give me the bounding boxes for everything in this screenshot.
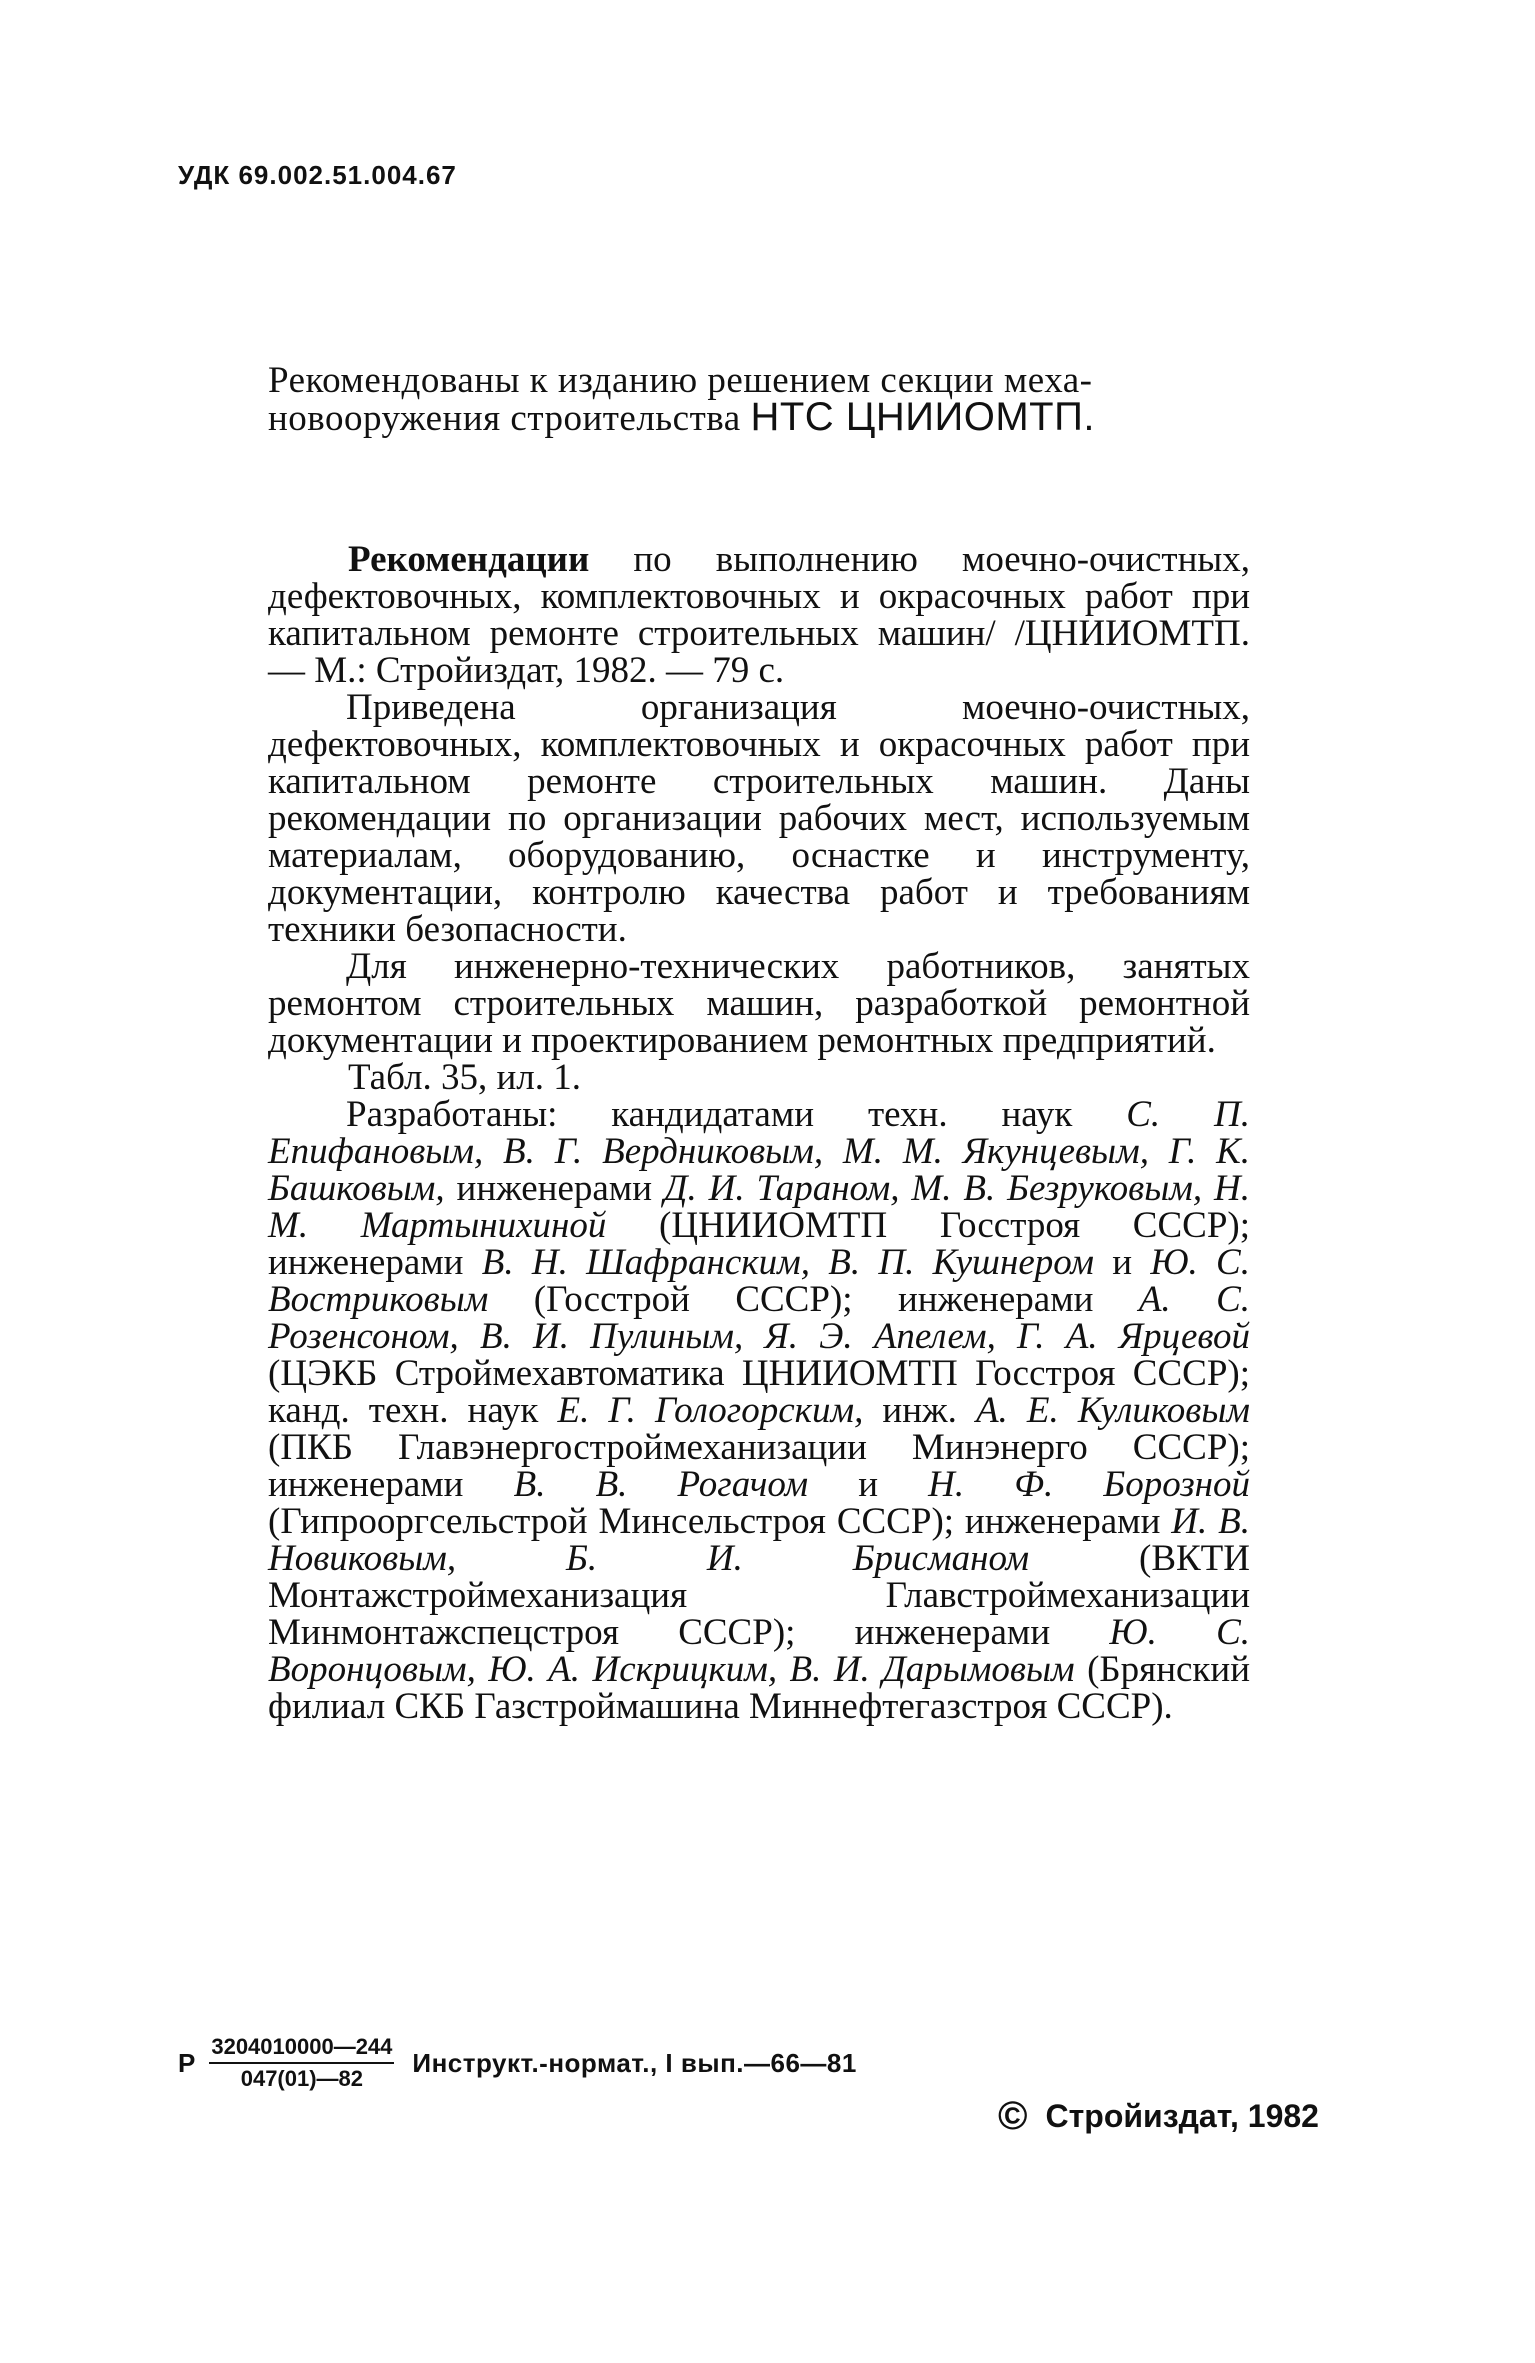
book-title: Рекомендации [348, 539, 590, 580]
authors-text: (ВКТИ Монтажстроймеханизация Главстроймеханизации Минмонтажспецстроя СССР); инженерами [268, 1538, 1250, 1653]
copyright-text: Стройиздат, 1982 [1045, 2097, 1319, 2134]
recommendation-line-2 [268, 395, 1250, 439]
author-names: И. В. Новиковым, Б. И. Брисманом [268, 1501, 1250, 1579]
authors-text: инж. [863, 1390, 976, 1431]
author-names: В. В. Рогачом [513, 1464, 809, 1505]
publication-code [178, 2034, 857, 2092]
recommendation-line-1: Рекомендованы к изданию решением секции меха- [268, 360, 1093, 401]
author-names: Н. Ф. Борозной [928, 1464, 1250, 1505]
author-names: В. Н. Шафранским, В. П. Кушнером [481, 1242, 1094, 1283]
authors-text: (Гипрооргсельстрой Минсельстроя СССР); инженерами [268, 1501, 1172, 1542]
author-names: С. П. Епифановым, В. Г. Вердниковым, М. М. Якунцевым, Г. К. Башковым, [268, 1094, 1250, 1209]
author-names: А. С. Розенсоном, В. И. Пулиным, Я. Э. Апелем, Г. А. Ярцевой [268, 1279, 1250, 1357]
tables-note: Табл. 35, ил. 1. [348, 1057, 581, 1098]
udk-code: УДК 69.002.51.004.67 [178, 160, 457, 190]
authors-text: (ПКБ Главэнергостроймеханизации Минэнерго СССР); инженерами [268, 1427, 1250, 1505]
author-names: Д. И. Тараном, М. В. Безруковым, Н. М. Мартынихиной [268, 1168, 1250, 1246]
authors-text: Разработаны: кандидатами техн. наук [346, 1094, 1127, 1135]
recommendation-line-2-text: новооружения строительства [268, 398, 751, 439]
copyright [998, 2096, 1319, 2136]
author-names: Ю. С. Воронцовым, Ю. А. Искрицким, В. И. Дарымовым [268, 1612, 1250, 1690]
author-names: Ю. С. Востриковым [268, 1242, 1250, 1320]
author-names: Е. Г. Гологорским, [557, 1390, 864, 1431]
summary-paragraph: Приведена организация моечно-очистных, дефектовочных, комплектовочных и окрасочных работ при капитальном ремонте строительных машин. Даны рекомендации по организации рабочих мест, используемым материалам, оборудованию, оснастке и инструменту, документации, контролю качества работ и требованиям техники безопасности. [268, 687, 1250, 950]
series-info: Инструкт.-нормат., I вып.—66—81 [412, 2047, 857, 2078]
abstract [268, 541, 1250, 1725]
authors-text: и [1093, 1242, 1151, 1283]
authors-text: (Госстрой СССР); инженерами [488, 1279, 1139, 1320]
copyright-icon: © [998, 2094, 1028, 2138]
audience-paragraph: Для инженерно-технических работников, занятых ремонтом строительных машин, разработкой ремонтной документации и проектированием ремонтных предприятий. [268, 946, 1250, 1061]
authors-text: инженерами [444, 1168, 664, 1209]
recommendation-note [268, 362, 1250, 437]
authors-text: (ЦНИИОМТП Госстроя СССР); инженерами [268, 1205, 1250, 1283]
bibliographic-entry [268, 541, 1250, 689]
authors-text: (Брянский филиал СКБ Газстроймашина Миннефтегазстроя СССР). [268, 1649, 1250, 1727]
code-fraction [209, 2034, 394, 2092]
recommending-organization: НТС ЦНИИОМТП. [750, 395, 1095, 439]
code-letter: Р [178, 2047, 196, 2078]
book-title-rest: по выполнению моечно-очистных, дефектовочных, комплектовочных и окрасочных работ при капитальном ремонте строительных машин/ /ЦНИИОМТП. — М.: Стройиздат, 1982. — 79 с. [268, 539, 1250, 691]
authors-paragraph [268, 1096, 1250, 1725]
code-numerator: 3204010000—244 [209, 2034, 394, 2064]
author-names: А. Е. Куликовым [975, 1390, 1250, 1431]
authors-text: и [808, 1464, 929, 1505]
authors-text: (ЦЭКБ Строймехавтоматика ЦНИИОМТП Госстроя СССР); канд. техн. наук [268, 1353, 1250, 1431]
code-denominator: 047(01)—82 [240, 2066, 364, 2091]
